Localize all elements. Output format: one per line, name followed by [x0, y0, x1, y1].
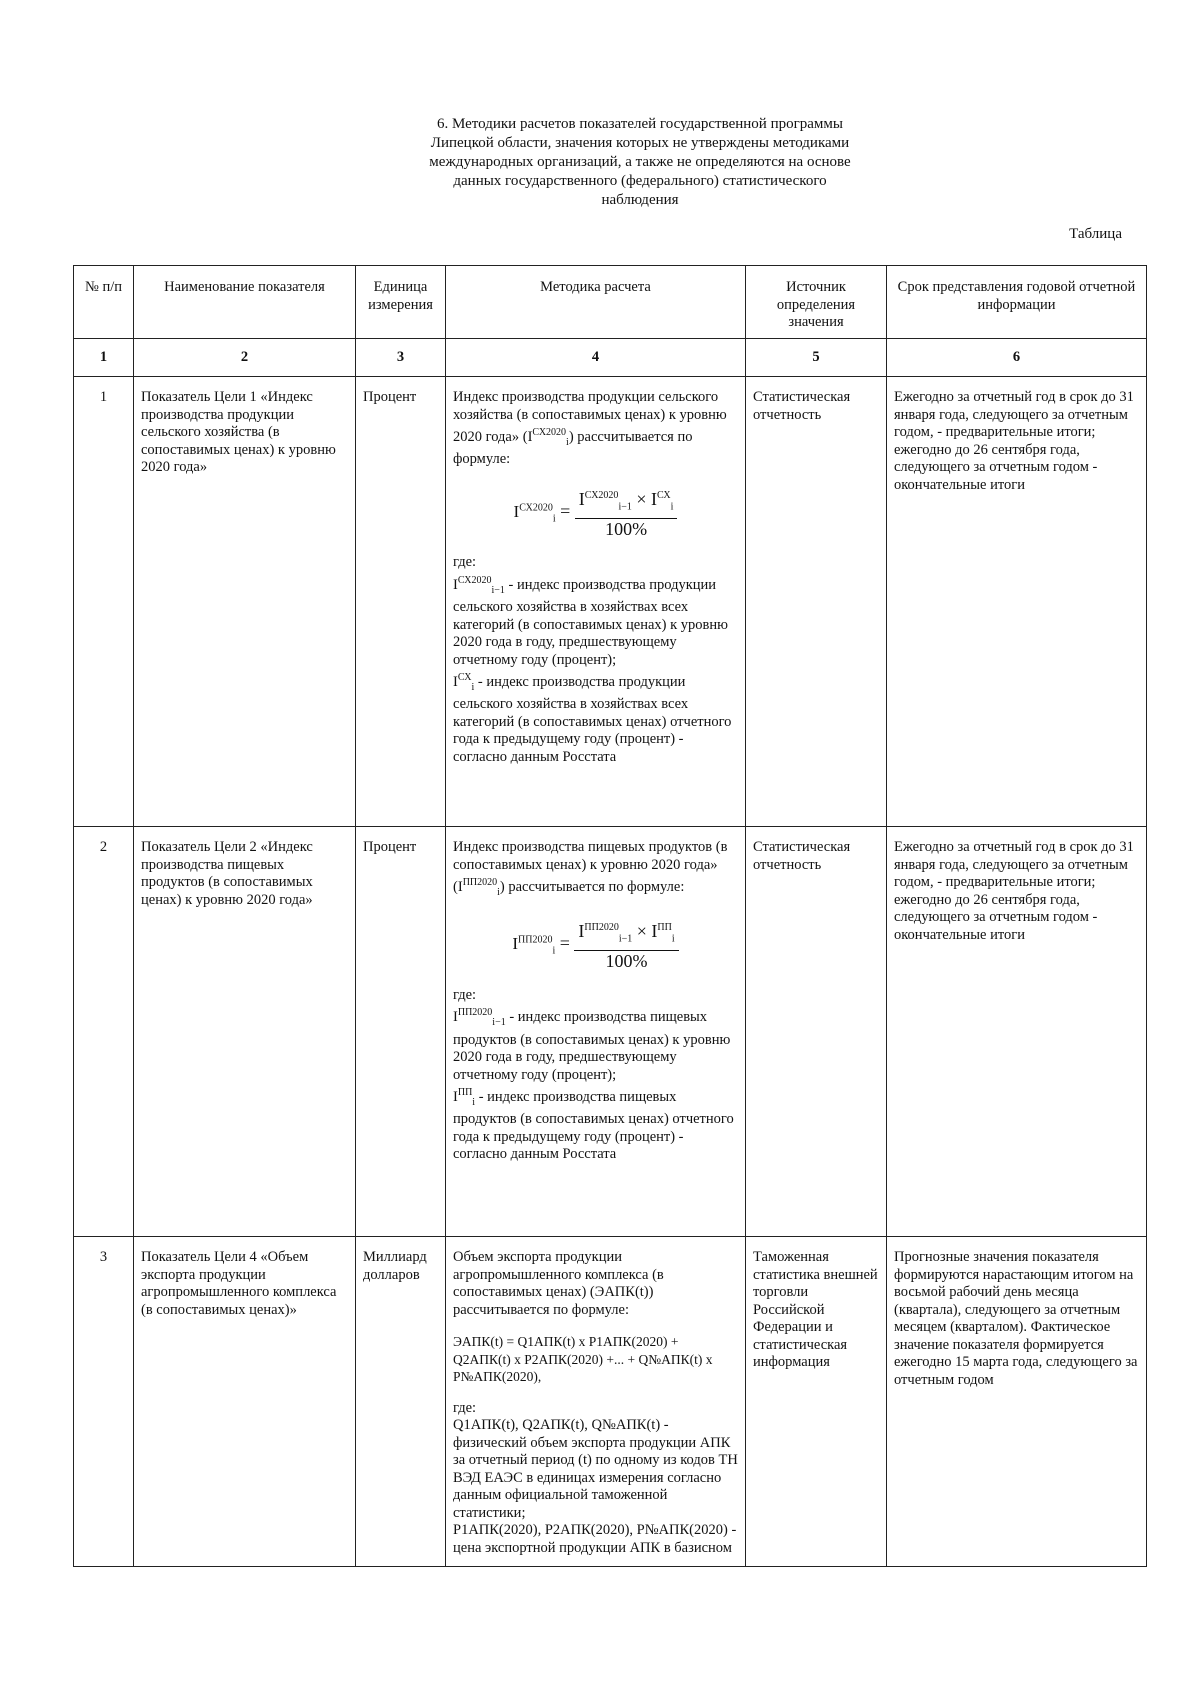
- table-row: [74, 1237, 1147, 1567]
- method-intro-end: ) рассчитывается по формуле:: [453, 428, 693, 468]
- method: [446, 1237, 746, 1567]
- symbol-current: $I^{СХ}_i$: [453, 672, 475, 693]
- row-number: 2: [74, 827, 134, 1237]
- method: [446, 827, 746, 1237]
- definition: P1АПК(2020), P2АПК(2020), P№АПК(2020) - цена экспортной продукции АПК в базисном: [453, 1522, 737, 1556]
- deadline-part: Ежегодно за отчетный год в срок до 31 января года, следующего за отчетным годом, - предварительные итоги;: [894, 839, 1134, 890]
- method: [446, 377, 746, 827]
- index-formula: $I^{ПП2020}_i$ = $\frac{I^{ПП2020}_{i-1} \times I^{ПП}_i}{100\%}$: [453, 919, 738, 971]
- method-intro-end: ) рассчитывается по формуле:: [499, 878, 685, 895]
- header-source: Источник определения значения: [746, 266, 887, 339]
- column-number: 3: [356, 338, 446, 377]
- header-deadline: Срок представления годовой отчетной информации: [887, 266, 1147, 339]
- definition: - индекс производства продукции сельского хозяйства в хозяйствах всех категорий (в сопоставимых ценах) отчетного года к предыдущему году (процент) - согласно данным Росстата: [453, 673, 732, 765]
- heading-line: международных организаций, а также не определяются на основе: [429, 154, 851, 170]
- method-intro: Индекс производства пищевых продуктов (в сопоставимых ценах) к уровню 2020 года» (: [453, 839, 728, 895]
- definition: Q1АПК(t), Q2АПК(t), Q№АПК(t) - физический объем экспорта продукции АПК за отчетный период (t) по одному из кодов ТН ВЭД ЕАЭС в единицах измерения согласно данным официальной таможенной статистики;: [453, 1417, 738, 1521]
- deadline-part: ежегодно до 26 сентября года, следующего за отчетным годом - окончательные итоги: [894, 891, 1098, 943]
- header-method: Методика расчета: [446, 266, 746, 339]
- export-formula: ЭАПК(t) = Q1АПК(t) x P1АПК(2020) + Q2АПК(t) x P2АПК(2020) +... + Q№АПК(t) x P№АПК(2020),: [453, 1334, 713, 1384]
- column-number: 6: [887, 338, 1147, 377]
- row-number: 3: [74, 1237, 134, 1567]
- method-intro: Объем экспорта продукции агропромышленного комплекса (в сопоставимых ценах) (ЭАПК(t)) рассчитывается по формуле:: [453, 1249, 664, 1318]
- symbol-inline: $I^{ПП2020}_i$: [457, 877, 500, 898]
- table-row: [74, 377, 1147, 827]
- definition: - индекс производства продукции сельского хозяйства в хозяйствах всех категорий (в сопоставимых ценах) к уровню 2020 года в году, предшествующему отчетному году (процент);: [453, 576, 728, 668]
- method-intro: Индекс производства продукции сельского хозяйства (в сопоставимых ценах) к уровню 2020 года» (: [453, 389, 727, 445]
- column-number: 1: [74, 338, 134, 377]
- table-row: [74, 827, 1147, 1237]
- table-header-row: [74, 266, 1147, 339]
- column-number: 2: [134, 338, 356, 377]
- definition: - индекс производства пищевых продуктов (в сопоставимых ценах) отчетного года к предыдущему году (процент) - согласно данным Росстата: [453, 1088, 734, 1163]
- column-numbers-row: [74, 338, 1147, 377]
- indicator-name: Показатель Цели 4 «Объем экспорта продукции агропромышленного комплекса (в сопоставимых ценах)»: [134, 1237, 356, 1567]
- source: Статистическая отчетность: [746, 827, 887, 1237]
- indicators-table: [73, 265, 1147, 1567]
- formula-fraction: $\frac{I^{СХ2020}_{i-1} \times I^{СХ}_i}{100\%}$: [575, 487, 678, 539]
- deadline: Прогнозные значения показателя формируются нарастающим итогом на восьмой рабочий день месяца (квартала), следующего за отчетным месяцем (кварталом). Фактическое значение показателя формируется ежегодно 15 марта года, следующего за отчетным годом: [887, 1237, 1147, 1567]
- unit: Процент: [356, 377, 446, 827]
- indicator-name: Показатель Цели 2 «Индекс производства пищевых продуктов (в сопоставимых ценах) к уровню 2020 года»: [134, 827, 356, 1237]
- indicator-name: Показатель Цели 1 «Индекс производства продукции сельского хозяйства (в сопоставимых ценах) к уровню 2020 года»: [134, 377, 356, 827]
- source: Статистическая отчетность: [746, 377, 887, 827]
- index-formula: $I^{СХ2020}_i$ = $\frac{I^{СХ2020}_{i-1} \times I^{СХ}_i}{100\%}$: [453, 487, 738, 539]
- unit: Процент: [356, 827, 446, 1237]
- document-heading: [380, 115, 900, 210]
- heading-line: 6. Методики расчетов показателей государственной программы: [437, 116, 843, 132]
- symbol-prev-year: $I^{ПП2020}_{i-1}$: [453, 1007, 506, 1029]
- row-number: 1: [74, 377, 134, 827]
- definition: - индекс производства пищевых продуктов (в сопоставимых ценах) к уровню 2020 года в году, предшествующему отчетному году (процент);: [453, 1009, 731, 1083]
- symbol-current: $I^{ПП}_i$: [453, 1087, 476, 1108]
- header-name: Наименование показателя: [134, 266, 356, 339]
- unit: Миллиард долларов: [356, 1237, 446, 1567]
- source: Таможенная статистика внешней торговли Российской Федерации и статистическая информация: [746, 1237, 887, 1567]
- where-label: где:: [453, 986, 477, 1003]
- heading-line: Липецкой области, значения которых не утверждены методиками: [430, 135, 850, 151]
- header-unit: Единица измерения: [356, 266, 446, 339]
- column-number: 5: [746, 338, 887, 377]
- where-label: где:: [453, 1399, 477, 1416]
- header-num: № п/п: [74, 266, 134, 339]
- where-label: где:: [453, 554, 477, 571]
- heading-line: наблюдения: [601, 192, 679, 208]
- table-caption: Таблица: [1069, 226, 1122, 242]
- heading-line: данных государственного (федерального) статистического: [453, 173, 827, 189]
- deadline: Ежегодно за отчетный год в срок до 31 января года, следующего за отчетным годом, - предварительные итоги; ежегодно до 26 сентября года, следующего за отчетным годом - окончательные итоги: [887, 377, 1147, 827]
- symbol-inline: $I^{СХ2020}_i$: [527, 427, 569, 448]
- column-number: 4: [446, 338, 746, 377]
- deadline: [887, 827, 1147, 1237]
- symbol-prev-year: $I^{СХ2020}_{i-1}$: [453, 574, 505, 596]
- formula-fraction: $\frac{I^{ПП2020}_{i-1} \times I^{ПП}_i}{100\%}$: [574, 919, 678, 971]
